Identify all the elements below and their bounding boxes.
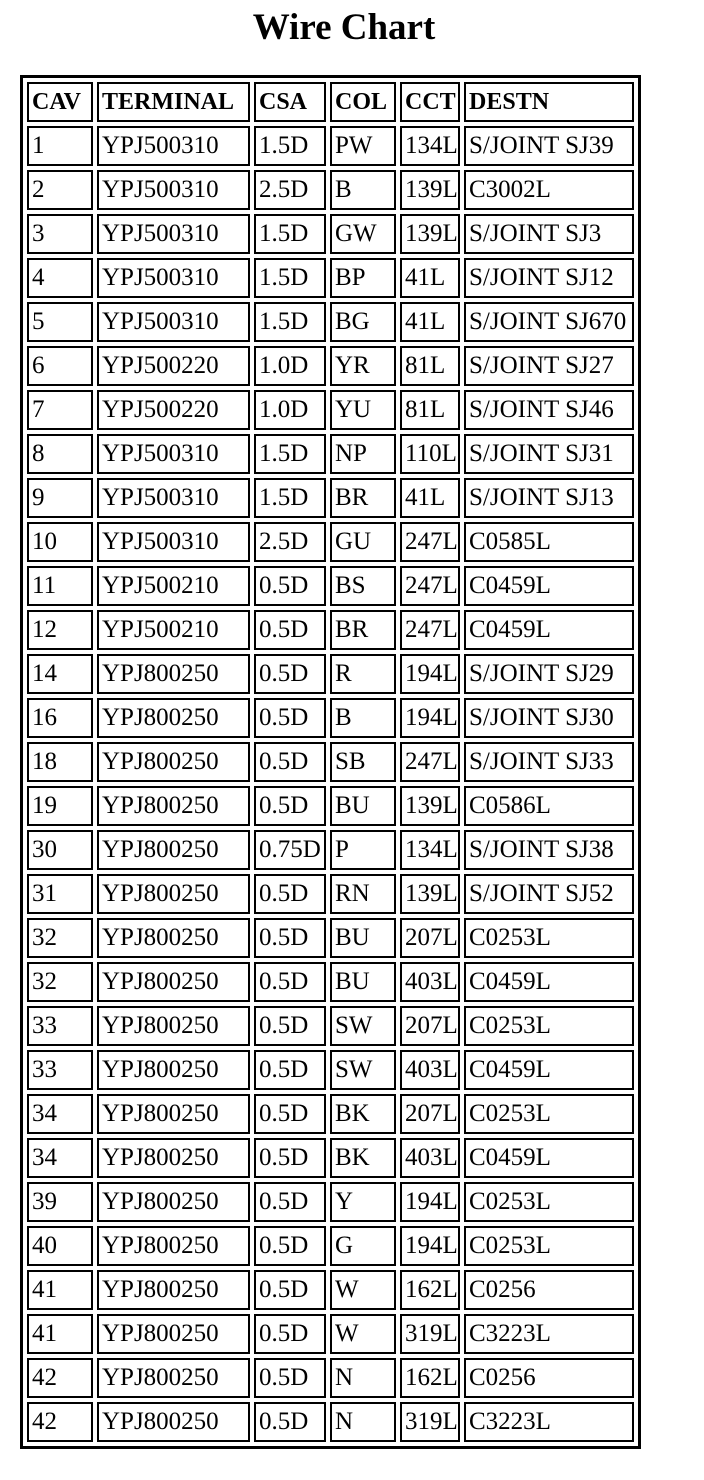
- table-row: [27, 1402, 634, 1442]
- cell-cav: 30: [27, 830, 93, 870]
- cell-terminal: YPJ500210: [97, 610, 250, 650]
- cell-col: B: [330, 698, 396, 738]
- cell-cav: 16: [27, 698, 93, 738]
- table-row: [27, 786, 634, 826]
- cell-cct: 194L: [400, 654, 460, 694]
- cell-csa: 0.5D: [254, 698, 326, 738]
- cell-cav: 40: [27, 1226, 93, 1266]
- cell-cct: 41L: [400, 258, 460, 298]
- cell-cct: 162L: [400, 1270, 460, 1310]
- cell-terminal: YPJ500310: [97, 214, 250, 254]
- cell-col: B: [330, 170, 396, 210]
- cell-cav: 8: [27, 434, 93, 474]
- cell-col: SW: [330, 1050, 396, 1090]
- table-row: [27, 1182, 634, 1222]
- cell-destn: C3002L: [464, 170, 634, 210]
- cell-cav: 32: [27, 918, 93, 958]
- cell-terminal: YPJ800250: [97, 1182, 250, 1222]
- cell-col: BU: [330, 962, 396, 1002]
- cell-csa: 1.0D: [254, 390, 326, 430]
- cell-terminal: YPJ500310: [97, 478, 250, 518]
- cell-col: N: [330, 1358, 396, 1398]
- cell-terminal: YPJ800250: [97, 874, 250, 914]
- cell-terminal: YPJ500310: [97, 302, 250, 342]
- cell-cct: 403L: [400, 1050, 460, 1090]
- cell-cct: 110L: [400, 434, 460, 474]
- cell-cav: 34: [27, 1094, 93, 1134]
- cell-csa: 0.5D: [254, 1006, 326, 1046]
- cell-destn: C3223L: [464, 1402, 634, 1442]
- cell-csa: 0.5D: [254, 654, 326, 694]
- header-cav: CAV: [27, 82, 93, 122]
- table-row: [27, 874, 634, 914]
- cell-cav: 6: [27, 346, 93, 386]
- cell-cav: 4: [27, 258, 93, 298]
- cell-csa: 2.5D: [254, 522, 326, 562]
- cell-col: SW: [330, 1006, 396, 1046]
- cell-destn: S/JOINT SJ31: [464, 434, 634, 474]
- cell-terminal: YPJ500310: [97, 126, 250, 166]
- cell-csa: 2.5D: [254, 170, 326, 210]
- header-cct: CCT: [400, 82, 460, 122]
- cell-terminal: YPJ800250: [97, 1314, 250, 1354]
- cell-cct: 207L: [400, 1006, 460, 1046]
- cell-destn: C0256: [464, 1270, 634, 1310]
- cell-destn: C0459L: [464, 1050, 634, 1090]
- cell-col: PW: [330, 126, 396, 166]
- table-row: [27, 214, 634, 254]
- cell-destn: C0459L: [464, 610, 634, 650]
- table-row: [27, 126, 634, 166]
- cell-cav: 39: [27, 1182, 93, 1222]
- cell-col: YR: [330, 346, 396, 386]
- cell-csa: 0.5D: [254, 1182, 326, 1222]
- cell-cav: 32: [27, 962, 93, 1002]
- cell-col: NP: [330, 434, 396, 474]
- cell-col: P: [330, 830, 396, 870]
- cell-col: BS: [330, 566, 396, 606]
- cell-destn: C3223L: [464, 1314, 634, 1354]
- header-terminal: TERMINAL: [97, 82, 250, 122]
- table-row: [27, 346, 634, 386]
- cell-cav: 5: [27, 302, 93, 342]
- table-row: [27, 962, 634, 1002]
- cell-cav: 42: [27, 1402, 93, 1442]
- cell-cct: 194L: [400, 1182, 460, 1222]
- table-row: [27, 258, 634, 298]
- cell-csa: 0.5D: [254, 566, 326, 606]
- cell-cav: 1: [27, 126, 93, 166]
- cell-terminal: YPJ500220: [97, 346, 250, 386]
- cell-terminal: YPJ800250: [97, 742, 250, 782]
- cell-csa: 0.5D: [254, 786, 326, 826]
- cell-cav: 7: [27, 390, 93, 430]
- header-csa: CSA: [254, 82, 326, 122]
- cell-cav: 33: [27, 1050, 93, 1090]
- cell-csa: 0.5D: [254, 1138, 326, 1178]
- cell-terminal: YPJ800250: [97, 786, 250, 826]
- table-row: [27, 1050, 634, 1090]
- cell-terminal: YPJ800250: [97, 830, 250, 870]
- cell-csa: 1.0D: [254, 346, 326, 386]
- cell-cct: 247L: [400, 610, 460, 650]
- cell-destn: S/JOINT SJ13: [464, 478, 634, 518]
- cell-destn: C0459L: [464, 1138, 634, 1178]
- cell-cct: 207L: [400, 918, 460, 958]
- cell-col: BK: [330, 1138, 396, 1178]
- cell-cct: 139L: [400, 170, 460, 210]
- cell-cct: 403L: [400, 1138, 460, 1178]
- cell-cav: 34: [27, 1138, 93, 1178]
- cell-cct: 194L: [400, 698, 460, 738]
- cell-destn: S/JOINT SJ46: [464, 390, 634, 430]
- cell-cct: 41L: [400, 302, 460, 342]
- cell-destn: S/JOINT SJ39: [464, 126, 634, 166]
- cell-cav: 9: [27, 478, 93, 518]
- cell-cct: 139L: [400, 874, 460, 914]
- cell-col: R: [330, 654, 396, 694]
- cell-csa: 0.5D: [254, 1358, 326, 1398]
- cell-destn: S/JOINT SJ52: [464, 874, 634, 914]
- cell-destn: C0253L: [464, 1226, 634, 1266]
- cell-col: YU: [330, 390, 396, 430]
- cell-cct: 134L: [400, 126, 460, 166]
- table-row: [27, 654, 634, 694]
- cell-cct: 41L: [400, 478, 460, 518]
- table-row: [27, 1270, 634, 1310]
- cell-terminal: YPJ800250: [97, 698, 250, 738]
- cell-destn: C0586L: [464, 786, 634, 826]
- cell-terminal: YPJ500310: [97, 258, 250, 298]
- cell-col: BP: [330, 258, 396, 298]
- cell-cct: 319L: [400, 1402, 460, 1442]
- cell-cct: 403L: [400, 962, 460, 1002]
- cell-cav: 3: [27, 214, 93, 254]
- cell-destn: C0253L: [464, 1182, 634, 1222]
- cell-destn: S/JOINT SJ38: [464, 830, 634, 870]
- cell-col: SB: [330, 742, 396, 782]
- table-row: [27, 434, 634, 474]
- cell-destn: S/JOINT SJ29: [464, 654, 634, 694]
- cell-csa: 0.5D: [254, 1226, 326, 1266]
- cell-terminal: YPJ500210: [97, 566, 250, 606]
- cell-terminal: YPJ800250: [97, 1006, 250, 1046]
- cell-cct: 207L: [400, 1094, 460, 1134]
- table-row: [27, 1358, 634, 1398]
- cell-cct: 139L: [400, 786, 460, 826]
- cell-col: BR: [330, 478, 396, 518]
- table-row: [27, 742, 634, 782]
- cell-destn: S/JOINT SJ12: [464, 258, 634, 298]
- cell-col: Y: [330, 1182, 396, 1222]
- cell-col: BR: [330, 610, 396, 650]
- cell-destn: C0253L: [464, 1006, 634, 1046]
- header-destn: DESTN: [464, 82, 634, 122]
- cell-col: RN: [330, 874, 396, 914]
- cell-cct: 247L: [400, 522, 460, 562]
- cell-cct: 139L: [400, 214, 460, 254]
- cell-terminal: YPJ800250: [97, 1138, 250, 1178]
- cell-cav: 31: [27, 874, 93, 914]
- table-row: [27, 1138, 634, 1178]
- table-row: [27, 1314, 634, 1354]
- cell-cav: 14: [27, 654, 93, 694]
- cell-cct: 247L: [400, 742, 460, 782]
- cell-col: GU: [330, 522, 396, 562]
- cell-cct: 81L: [400, 390, 460, 430]
- cell-cav: 10: [27, 522, 93, 562]
- cell-destn: S/JOINT SJ33: [464, 742, 634, 782]
- table-row: [27, 918, 634, 958]
- cell-cav: 18: [27, 742, 93, 782]
- cell-csa: 1.5D: [254, 214, 326, 254]
- cell-terminal: YPJ800250: [97, 1226, 250, 1266]
- cell-cct: 247L: [400, 566, 460, 606]
- cell-terminal: YPJ500220: [97, 390, 250, 430]
- cell-csa: 0.75D: [254, 830, 326, 870]
- table-row: [27, 610, 634, 650]
- cell-csa: 0.5D: [254, 742, 326, 782]
- cell-terminal: YPJ500310: [97, 434, 250, 474]
- cell-terminal: YPJ800250: [97, 1094, 250, 1134]
- cell-col: BK: [330, 1094, 396, 1134]
- table-header-row: [27, 82, 634, 122]
- table-row: [27, 478, 634, 518]
- cell-destn: S/JOINT SJ670: [464, 302, 634, 342]
- table-row: [27, 698, 634, 738]
- cell-col: N: [330, 1402, 396, 1442]
- cell-cav: 11: [27, 566, 93, 606]
- cell-cct: 162L: [400, 1358, 460, 1398]
- cell-cav: 19: [27, 786, 93, 826]
- cell-destn: S/JOINT SJ30: [464, 698, 634, 738]
- cell-cav: 41: [27, 1314, 93, 1354]
- cell-destn: C0253L: [464, 1094, 634, 1134]
- cell-terminal: YPJ500310: [97, 170, 250, 210]
- table-row: [27, 1226, 634, 1266]
- cell-cct: 194L: [400, 1226, 460, 1266]
- cell-col: BU: [330, 918, 396, 958]
- table-row: [27, 1094, 634, 1134]
- cell-terminal: YPJ800250: [97, 962, 250, 1002]
- cell-cav: 41: [27, 1270, 93, 1310]
- cell-cct: 134L: [400, 830, 460, 870]
- cell-csa: 0.5D: [254, 874, 326, 914]
- table-row: [27, 522, 634, 562]
- cell-col: BU: [330, 786, 396, 826]
- cell-csa: 0.5D: [254, 1314, 326, 1354]
- cell-destn: C0459L: [464, 566, 634, 606]
- cell-cav: 42: [27, 1358, 93, 1398]
- cell-destn: C0585L: [464, 522, 634, 562]
- cell-csa: 0.5D: [254, 1050, 326, 1090]
- cell-terminal: YPJ800250: [97, 1358, 250, 1398]
- cell-csa: 0.5D: [254, 1270, 326, 1310]
- cell-terminal: YPJ800250: [97, 1402, 250, 1442]
- cell-csa: 1.5D: [254, 478, 326, 518]
- cell-cav: 12: [27, 610, 93, 650]
- cell-destn: C0459L: [464, 962, 634, 1002]
- header-col: COL: [330, 82, 396, 122]
- cell-csa: 0.5D: [254, 962, 326, 1002]
- cell-terminal: YPJ800250: [97, 654, 250, 694]
- cell-destn: C0256: [464, 1358, 634, 1398]
- cell-col: GW: [330, 214, 396, 254]
- page-title: Wire Chart: [252, 7, 436, 48]
- cell-csa: 1.5D: [254, 434, 326, 474]
- cell-terminal: YPJ500310: [97, 522, 250, 562]
- cell-csa: 1.5D: [254, 126, 326, 166]
- cell-col: G: [330, 1226, 396, 1266]
- cell-col: BG: [330, 302, 396, 342]
- cell-csa: 0.5D: [254, 918, 326, 958]
- cell-col: W: [330, 1314, 396, 1354]
- cell-terminal: YPJ800250: [97, 1270, 250, 1310]
- cell-cav: 2: [27, 170, 93, 210]
- cell-csa: 0.5D: [254, 1094, 326, 1134]
- cell-destn: S/JOINT SJ3: [464, 214, 634, 254]
- cell-cav: 33: [27, 1006, 93, 1046]
- table-row: [27, 1006, 634, 1046]
- cell-col: W: [330, 1270, 396, 1310]
- cell-terminal: YPJ800250: [97, 1050, 250, 1090]
- table-row: [27, 566, 634, 606]
- cell-destn: S/JOINT SJ27: [464, 346, 634, 386]
- cell-cct: 81L: [400, 346, 460, 386]
- table-row: [27, 170, 634, 210]
- table-row: [27, 830, 634, 870]
- cell-csa: 1.5D: [254, 302, 326, 342]
- cell-csa: 1.5D: [254, 258, 326, 298]
- wire-chart-table: [20, 75, 641, 1449]
- table-row: [27, 302, 634, 342]
- cell-terminal: YPJ800250: [97, 918, 250, 958]
- cell-cct: 319L: [400, 1314, 460, 1354]
- cell-destn: C0253L: [464, 918, 634, 958]
- table-row: [27, 390, 634, 430]
- cell-csa: 0.5D: [254, 1402, 326, 1442]
- cell-csa: 0.5D: [254, 610, 326, 650]
